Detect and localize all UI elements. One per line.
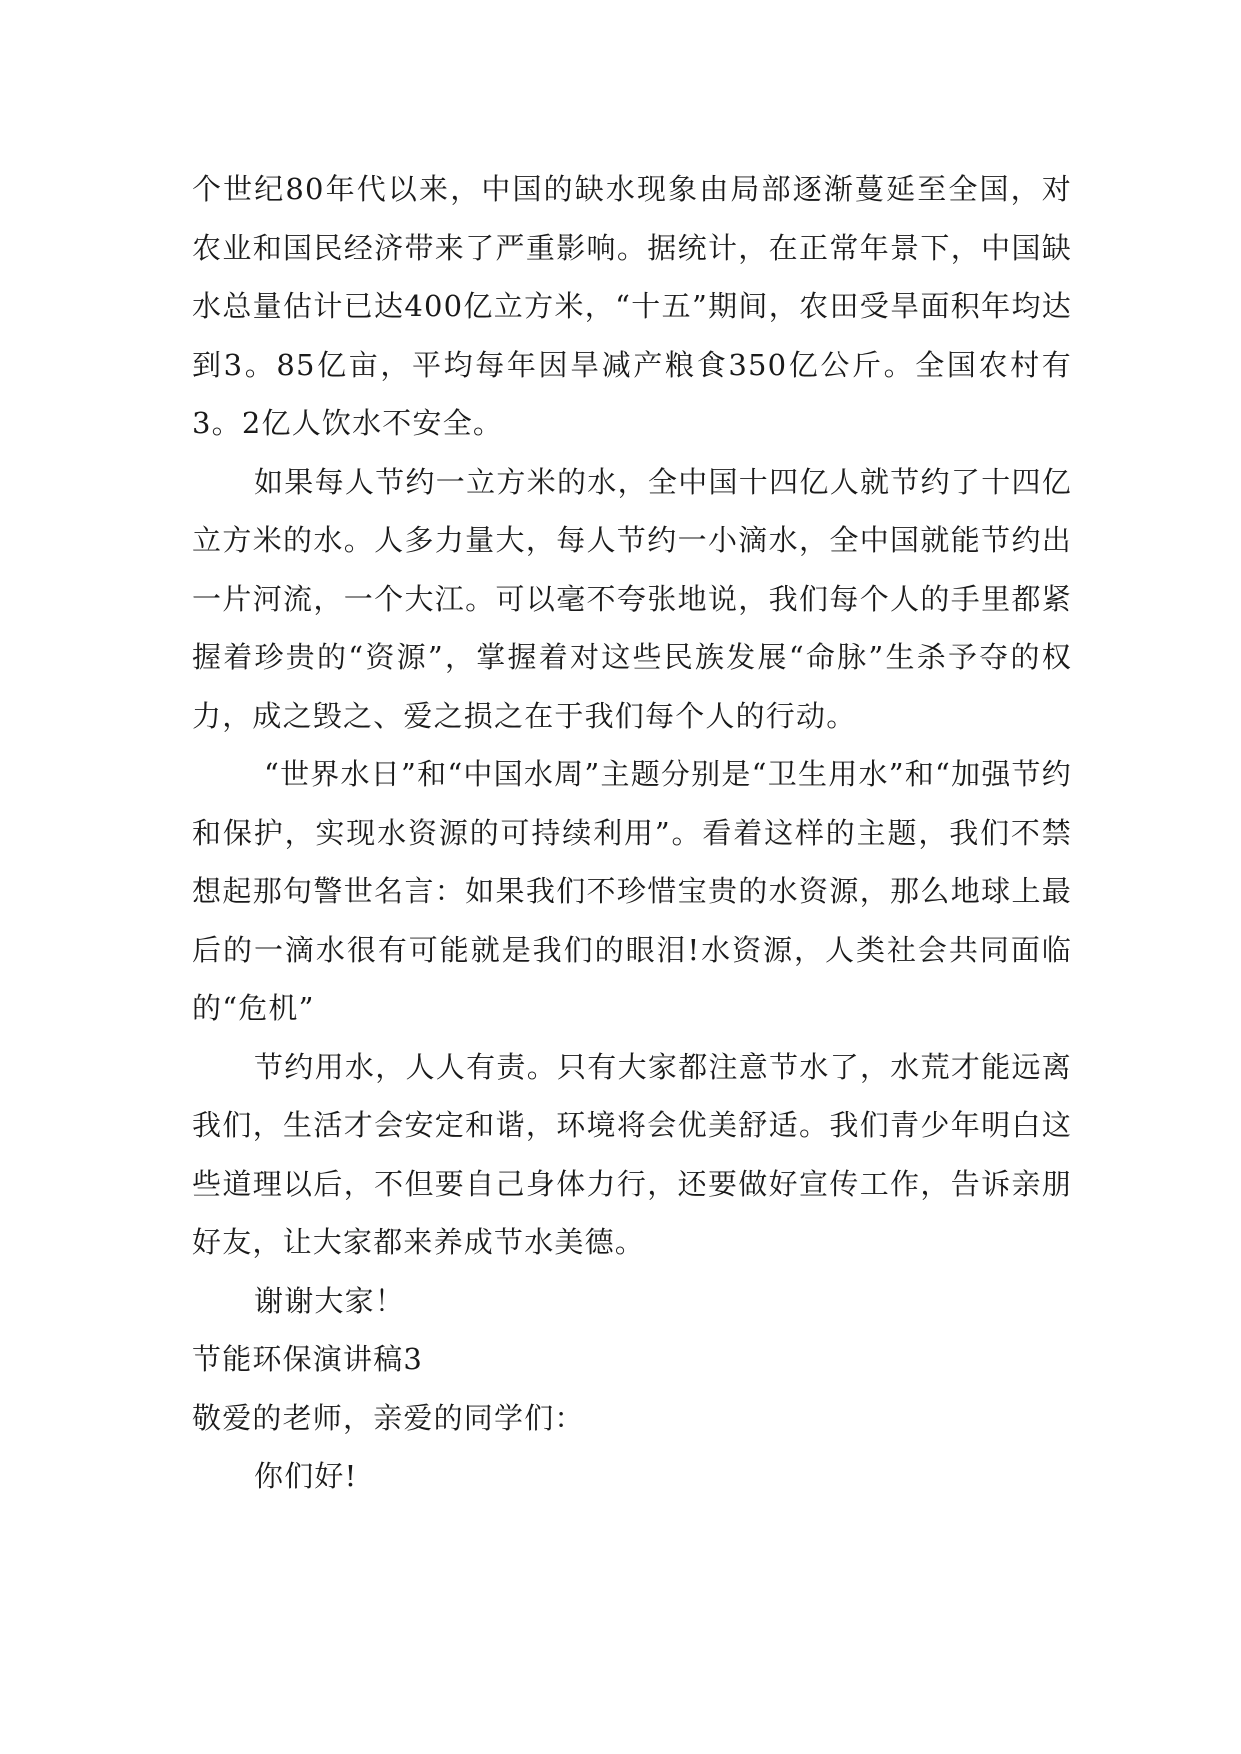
greeting: 你们好! [254, 1459, 358, 1493]
speech-heading: 节能环保演讲稿3 [192, 1342, 424, 1376]
paragraph-thanks: 谢谢大家！ [254, 1283, 406, 1318]
document-body [192, 160, 1072, 1506]
salutation: 敬爱的老师，亲爱的同学们： [192, 1400, 585, 1435]
paragraph-water-shortage: 个世纪80年代以来，中国的缺水现象由局部逐渐蔓延至全国，对农业和国民经济带来了严重影响。据统计，在正常年景下，中国缺水总量估计已达400亿立方米，“十五”期间，农田受旱面积年均达到3。85亿亩，平均每年因旱减产粮食350亿公斤。全国农村有3。2亿人饮水不安全。 [192, 172, 1072, 440]
paragraph-responsibility: 节约用水，人人有责。只有大家都注意节水了，水荒才能远离我们，生活才会安定和谐，环境将会优美舒适。我们青少年明白这些道理以后，不但要自己身体力行，还要做好宣传工作，告诉亲朋好友，让大家都来养成节水美德。 [192, 1049, 1072, 1259]
paragraph-world-water-day: “世界水日”和“中国水周”主题分别是“卫生用水”和“加强节约和保护，实现水资源的可持续利用”。看着这样的主题，我们不禁想起那句警世名言：如果我们不珍惜宝贵的水资源，那么地球上最后的一滴水很有可能就是我们的眼泪!水资源，人类社会共同面临的“危机” [192, 757, 1072, 1025]
paragraph-save-water: 如果每人节约一立方米的水，全中国十四亿人就节约了十四亿立方米的水。人多力量大，每人节约一小滴水，全中国就能节约出一片河流，一个大江。可以毫不夸张地说，我们每个人的手里都紧握着珍贵的“资源”，掌握着对这些民族发展“命脉”生杀予夺的权力，成之毁之、爱之损之在于我们每个人的行动。 [192, 464, 1072, 733]
